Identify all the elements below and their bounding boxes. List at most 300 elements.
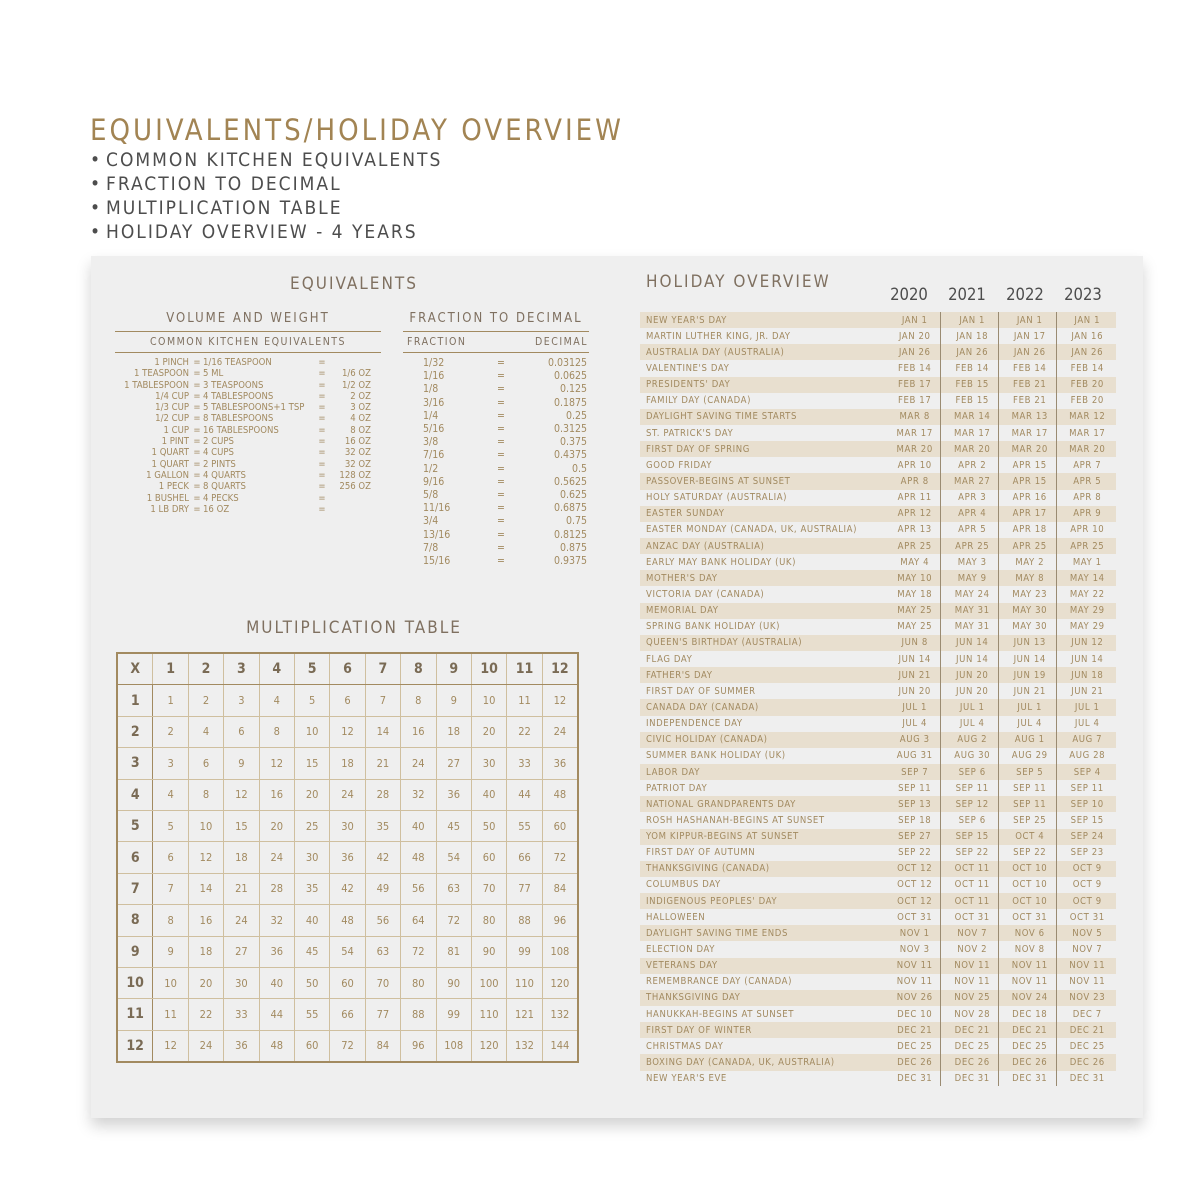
- holiday-date: JUN 14: [898, 653, 931, 665]
- holiday-row: [640, 764, 1116, 780]
- product-cell: 9: [224, 748, 259, 779]
- equivalent-cell: 5 TABLESPOONS+1 TSP: [203, 402, 305, 414]
- holiday-date: JAN 26: [956, 346, 989, 358]
- holiday-date: DEC 21: [1012, 1024, 1048, 1036]
- product-cell: 6: [330, 685, 365, 716]
- holiday-date: DEC 21: [897, 1024, 933, 1036]
- holiday-date: NOV 23: [1069, 992, 1106, 1004]
- fraction-cell: 3/16: [423, 396, 445, 409]
- product-cell: 12: [330, 716, 365, 747]
- product-cell: 108: [542, 936, 578, 967]
- holiday-date: NOV 11: [1011, 976, 1048, 988]
- holiday-date: JUN 12: [1071, 637, 1104, 649]
- equals-sign: =: [318, 368, 326, 380]
- product-cell: 16: [188, 905, 223, 936]
- holiday-date: FEB 20: [1070, 395, 1104, 407]
- product-cell: 54: [436, 842, 471, 873]
- holiday-date: DEC 21: [954, 1024, 990, 1036]
- holiday-date: APR 3: [958, 492, 987, 504]
- product-cell: 6: [224, 716, 259, 747]
- fraction-cell: 1/4: [423, 409, 439, 422]
- holiday-date: APR 13: [897, 524, 932, 536]
- table-row: [117, 842, 578, 873]
- holiday-date: APR 8: [900, 475, 929, 487]
- table-row: [117, 748, 578, 779]
- year-headers: [880, 285, 1116, 304]
- holiday-date: APR 5: [1073, 475, 1102, 487]
- holiday-date: JUL 4: [959, 718, 985, 730]
- holiday-row: [640, 360, 1116, 376]
- product-cell: 63: [365, 936, 400, 967]
- ounces-cell: [327, 504, 371, 515]
- holiday-date: MAY 29: [1069, 605, 1105, 617]
- holiday-date: DEC 26: [954, 1057, 990, 1069]
- holiday-row: [640, 974, 1116, 990]
- fraction-table: [423, 357, 587, 568]
- product-cell: 24: [330, 779, 365, 810]
- equals-sign: =: [318, 436, 326, 448]
- equivalent-cell: 16 OZ: [203, 503, 230, 515]
- holiday-row: [640, 748, 1116, 764]
- holiday-date: OCT 9: [1072, 863, 1102, 875]
- decimal-cell: 0.1875: [553, 396, 587, 409]
- holiday-row: [640, 1006, 1116, 1022]
- unit-cell: 1/4 CUP: [155, 390, 189, 402]
- holiday-date: FEB 14: [1013, 362, 1047, 374]
- row-header: 11: [117, 999, 153, 1030]
- column-header: 6: [330, 653, 365, 685]
- decimal-cell: 0.625: [559, 489, 587, 502]
- holiday-date: APR 8: [1073, 492, 1102, 504]
- product-cell: 18: [436, 716, 471, 747]
- holiday-row: [640, 441, 1116, 457]
- holiday-name: THANKSGIVING DAY: [646, 992, 741, 1004]
- product-cell: 8: [259, 716, 294, 747]
- equivalent-cell: 2 CUPS: [203, 436, 234, 448]
- product-cell: 48: [401, 842, 436, 873]
- holiday-row: [640, 845, 1116, 861]
- holiday-date: SEP 11: [1070, 782, 1104, 794]
- equivalent-cell: 16 TABLESPOONS: [203, 424, 279, 436]
- holiday-date: FEB 15: [955, 379, 989, 391]
- product-cell: 4: [188, 716, 223, 747]
- holiday-date: DEC 31: [1012, 1073, 1048, 1085]
- table-row: [117, 425, 371, 436]
- product-cell: 9: [436, 685, 471, 716]
- table-row: [423, 555, 587, 568]
- product-cell: 36: [224, 1030, 259, 1062]
- holiday-row: [640, 457, 1116, 473]
- equivalent-cell: 4 TABLESPOONS: [203, 390, 274, 402]
- holiday-date: OCT 12: [897, 863, 933, 875]
- holiday-title: HOLIDAY OVERVIEW: [646, 272, 831, 292]
- equals-sign: =: [318, 413, 326, 425]
- year-header: 2020: [890, 285, 928, 304]
- product-cell: 42: [330, 873, 365, 904]
- holiday-date: FEB 17: [898, 379, 932, 391]
- product-cell: 45: [436, 810, 471, 841]
- fraction-cell: 15/16: [423, 555, 451, 568]
- column-divider: [1056, 312, 1057, 1086]
- unit-cell: 1 PINCH: [154, 357, 189, 368]
- holiday-name: MEMORIAL DAY: [646, 605, 719, 617]
- table-row: [423, 410, 587, 423]
- holiday-name: FLAG DAY: [646, 653, 693, 665]
- product-cell: 28: [259, 873, 294, 904]
- product-cell: 18: [330, 748, 365, 779]
- holiday-date: MAY 25: [897, 605, 933, 617]
- table-row: [423, 489, 587, 502]
- holiday-row: [640, 538, 1116, 554]
- equals-sign: =: [193, 379, 201, 391]
- table-row: [117, 368, 371, 379]
- product-cell: 10: [294, 716, 329, 747]
- product-cell: 18: [224, 842, 259, 873]
- decimal-cell: 0.0625: [553, 370, 587, 383]
- holiday-date: OCT 31: [897, 911, 933, 923]
- product-cell: 24: [401, 748, 436, 779]
- equals-sign: =: [497, 383, 505, 396]
- equals-sign: =: [318, 357, 326, 368]
- table-row: [117, 402, 371, 413]
- product-cell: 30: [330, 810, 365, 841]
- holiday-date: OCT 10: [1012, 895, 1048, 907]
- holiday-date: JUN 21: [1071, 685, 1104, 697]
- holiday-date: DEC 31: [1069, 1073, 1105, 1085]
- product-cell: 8: [188, 779, 223, 810]
- product-cell: 18: [188, 936, 223, 967]
- holiday-name: FIRST DAY OF SUMMER: [646, 685, 756, 697]
- holiday-date: JUN 14: [956, 653, 989, 665]
- volume-weight-subtitle: COMMON KITCHEN EQUIVALENTS: [149, 336, 347, 348]
- product-cell: 96: [401, 1030, 436, 1062]
- holiday-date: DEC 26: [1012, 1057, 1048, 1069]
- product-cell: 20: [259, 810, 294, 841]
- product-cell: 90: [471, 936, 506, 967]
- holiday-name: ELECTION DAY: [646, 944, 716, 956]
- holiday-date: DEC 25: [954, 1040, 990, 1052]
- holiday-date: OCT 9: [1072, 879, 1102, 891]
- holiday-row: [640, 619, 1116, 635]
- multiplication-table: [116, 652, 579, 1063]
- holiday-date: APR 16: [1012, 492, 1047, 504]
- holiday-date: AUG 7: [1072, 734, 1103, 746]
- year-header: 2023: [1064, 285, 1102, 304]
- holiday-date: APR 2: [958, 459, 987, 471]
- holiday-date: JUN 13: [1013, 637, 1046, 649]
- page-header: [90, 112, 624, 244]
- holiday-date: JAN 17: [1013, 330, 1046, 342]
- product-cell: 72: [542, 842, 578, 873]
- holiday-name: LABOR DAY: [646, 766, 701, 778]
- holiday-date: AUG 3: [899, 734, 930, 746]
- product-cell: 132: [507, 1030, 542, 1062]
- holiday-row: [640, 635, 1116, 651]
- holiday-date: APR 15: [1012, 475, 1047, 487]
- holiday-date: DEC 21: [1069, 1024, 1105, 1036]
- volume-weight-rule: [115, 331, 381, 332]
- holiday-name: HALLOWEEN: [646, 911, 706, 923]
- product-cell: 120: [471, 1030, 506, 1062]
- fraction-cell: 7/8: [423, 541, 439, 554]
- product-cell: 36: [330, 842, 365, 873]
- product-cell: 44: [259, 999, 294, 1030]
- equals-sign: =: [318, 458, 326, 470]
- holiday-date: APR 11: [897, 492, 932, 504]
- holiday-date: DEC 31: [954, 1073, 990, 1085]
- equals-sign: =: [497, 541, 505, 554]
- holiday-date: SEP 11: [1013, 782, 1047, 794]
- table-row: [117, 716, 578, 747]
- holiday-date: OCT 11: [954, 863, 990, 875]
- holiday-date: MAY 8: [1015, 572, 1045, 584]
- holiday-date: JAN 1: [901, 314, 928, 326]
- product-cell: 110: [507, 967, 542, 998]
- holiday-date: SEP 22: [898, 847, 932, 859]
- holiday-date: DEC 25: [1012, 1040, 1048, 1052]
- equals-sign: =: [193, 447, 201, 459]
- unit-cell: 1 QUART: [151, 458, 189, 470]
- holiday-date: MAR 17: [896, 427, 933, 439]
- holiday-name: INDIGENOUS PEOPLES' DAY: [646, 895, 778, 907]
- product-cell: 16: [259, 779, 294, 810]
- holiday-date: FEB 21: [1013, 379, 1047, 391]
- unit-cell: 1 CUP: [163, 424, 189, 436]
- holiday-date: DEC 26: [897, 1057, 933, 1069]
- holiday-row: [640, 732, 1116, 748]
- holiday-date: APR 10: [1070, 524, 1105, 536]
- ounces-cell: 8 OZ: [350, 424, 371, 436]
- holiday-date: AUG 2: [957, 734, 988, 746]
- holiday-name: VETERANS DAY: [646, 960, 718, 972]
- fraction-cell: 3/8: [423, 436, 439, 449]
- holiday-date: MAY 23: [1012, 588, 1048, 600]
- equals-sign: =: [318, 492, 326, 504]
- equals-sign: =: [318, 424, 326, 436]
- fraction-title: FRACTION TO DECIMAL: [409, 311, 583, 326]
- product-cell: 55: [294, 999, 329, 1030]
- ounces-cell: [327, 357, 371, 368]
- product-cell: 28: [365, 779, 400, 810]
- holiday-date: DEC 26: [1069, 1057, 1105, 1069]
- corner-cell: X: [117, 653, 153, 685]
- equals-sign: =: [318, 379, 326, 391]
- holiday-date: MAY 25: [897, 621, 933, 633]
- holiday-date: FEB 14: [1070, 362, 1104, 374]
- decimal-cell: 0.6875: [553, 502, 587, 515]
- unit-cell: 1 LB DRY: [150, 503, 189, 515]
- holiday-name: EASTER SUNDAY: [646, 508, 725, 520]
- holiday-name: DAYLIGHT SAVING TIME ENDS: [646, 927, 788, 939]
- column-header: 11: [507, 653, 542, 685]
- decimal-cell: 0.375: [559, 436, 587, 449]
- equals-sign: =: [318, 402, 326, 414]
- fraction-cell: 11/16: [423, 502, 451, 515]
- product-cell: 8: [401, 685, 436, 716]
- product-cell: 44: [507, 779, 542, 810]
- fraction-cell: 1/2: [423, 462, 439, 475]
- holiday-row: [640, 312, 1116, 328]
- equals-sign: =: [497, 396, 505, 409]
- holiday-date: APR 7: [1073, 459, 1102, 471]
- holiday-date: NOV 7: [957, 927, 988, 939]
- product-cell: 8: [153, 905, 188, 936]
- holiday-date: SEP 4: [1073, 766, 1101, 778]
- equals-sign: =: [497, 515, 505, 528]
- holiday-date: SEP 15: [955, 831, 989, 843]
- product-cell: 55: [507, 810, 542, 841]
- unit-cell: 1 PINT: [161, 436, 189, 448]
- equals-sign: =: [497, 423, 505, 436]
- product-cell: 11: [153, 999, 188, 1030]
- product-cell: 64: [401, 905, 436, 936]
- holiday-date: SEP 6: [958, 814, 986, 826]
- holiday-date: FEB 20: [1070, 379, 1104, 391]
- decimal-cell: 0.75: [565, 515, 587, 528]
- holiday-date: DEC 25: [897, 1040, 933, 1052]
- product-cell: 70: [471, 873, 506, 904]
- holiday-date: JUN 20: [898, 685, 931, 697]
- holiday-date: OCT 12: [897, 879, 933, 891]
- holiday-date: APR 25: [955, 540, 990, 552]
- holiday-date: MAY 4: [900, 556, 930, 568]
- product-cell: 14: [188, 873, 223, 904]
- product-cell: 22: [188, 999, 223, 1030]
- holiday-row: [640, 377, 1116, 393]
- holiday-date: OCT 10: [1012, 879, 1048, 891]
- row-header: 5: [117, 810, 153, 841]
- holiday-date: JUN 19: [1013, 669, 1046, 681]
- ounces-cell: 1/6 OZ: [341, 368, 371, 380]
- holiday-name: GOOD FRIDAY: [646, 459, 713, 471]
- product-cell: 15: [294, 748, 329, 779]
- holiday-row: [640, 990, 1116, 1006]
- holiday-row: [640, 829, 1116, 845]
- equals-sign: =: [497, 370, 505, 383]
- holiday-name: HANUKKAH-BEGINS AT SUNSET: [646, 1008, 795, 1020]
- row-header: 7: [117, 873, 153, 904]
- table-row: [423, 476, 587, 489]
- holiday-date: OCT 12: [897, 895, 933, 907]
- holiday-date: JUN 14: [956, 637, 989, 649]
- table-row: [423, 542, 587, 555]
- multiplication-title: MULTIPLICATION TABLE: [246, 618, 462, 638]
- product-cell: 99: [507, 936, 542, 967]
- unit-cell: 1 TABLESPOON: [124, 379, 189, 391]
- decimal-cell: 0.3125: [553, 423, 587, 436]
- subtitle-rule: [115, 352, 381, 353]
- product-cell: 60: [471, 842, 506, 873]
- product-cell: 3: [224, 685, 259, 716]
- holiday-date: JUL 1: [1074, 701, 1100, 713]
- product-cell: 108: [436, 1030, 471, 1062]
- product-cell: 10: [188, 810, 223, 841]
- product-cell: 22: [507, 716, 542, 747]
- holiday-date: MAR 14: [954, 411, 991, 423]
- product-cell: 88: [401, 999, 436, 1030]
- fraction-subrule: [403, 352, 589, 353]
- column-header: 1: [153, 653, 188, 685]
- product-cell: 33: [224, 999, 259, 1030]
- product-cell: 25: [294, 810, 329, 841]
- row-header: 3: [117, 748, 153, 779]
- holiday-date: NOV 3: [899, 944, 930, 956]
- holiday-date: OCT 11: [954, 879, 990, 891]
- product-cell: 12: [259, 748, 294, 779]
- table-row: [117, 493, 371, 504]
- holiday-date: APR 18: [1012, 524, 1047, 536]
- holiday-row: [640, 409, 1116, 425]
- product-cell: 12: [188, 842, 223, 873]
- holiday-date: SEP 11: [955, 782, 989, 794]
- fraction-cell: 1/8: [423, 383, 439, 396]
- product-cell: 1: [153, 685, 188, 716]
- product-cell: 60: [542, 810, 578, 841]
- ounces-cell: 256 OZ: [339, 481, 371, 493]
- holiday-name: FIRST DAY OF AUTUMN: [646, 847, 756, 859]
- unit-cell: 1 TEASPOON: [133, 368, 189, 380]
- holiday-date: NOV 8: [1014, 944, 1045, 956]
- holiday-date: NOV 11: [1069, 960, 1106, 972]
- product-cell: 100: [471, 967, 506, 998]
- holiday-date: NOV 25: [954, 992, 991, 1004]
- product-cell: 77: [365, 999, 400, 1030]
- column-header: 7: [365, 653, 400, 685]
- product-cell: 11: [507, 685, 542, 716]
- holiday-date: JUN 21: [898, 669, 931, 681]
- holiday-date: NOV 11: [896, 960, 933, 972]
- product-cell: 21: [365, 748, 400, 779]
- product-cell: 20: [294, 779, 329, 810]
- decimal-cell: 0.125: [559, 383, 587, 396]
- column-header: 5: [294, 653, 329, 685]
- product-cell: 40: [259, 967, 294, 998]
- product-cell: 21: [224, 873, 259, 904]
- product-cell: 16: [401, 716, 436, 747]
- holiday-date: MAY 24: [954, 588, 990, 600]
- holiday-date: MAY 30: [1012, 605, 1048, 617]
- holiday-row: [640, 570, 1116, 586]
- product-cell: 40: [294, 905, 329, 936]
- holiday-date: JUL 1: [959, 701, 985, 713]
- table-row: [117, 905, 578, 936]
- holiday-date: APR 17: [1012, 508, 1047, 520]
- equals-sign: =: [318, 447, 326, 459]
- product-cell: 7: [365, 685, 400, 716]
- holiday-date: AUG 30: [954, 750, 991, 762]
- feature-item: • MULTIPLICATION TABLE: [90, 196, 624, 220]
- holiday-row: [640, 812, 1116, 828]
- table-row: [117, 357, 371, 368]
- holiday-row: [640, 1022, 1116, 1038]
- table-row: [117, 481, 371, 492]
- holiday-date: JUL 1: [902, 701, 928, 713]
- product-cell: 5: [294, 685, 329, 716]
- holiday-date: NOV 5: [1072, 927, 1103, 939]
- decimal-cell: 0.25: [565, 409, 587, 422]
- column-header: 3: [224, 653, 259, 685]
- product-cell: 110: [471, 999, 506, 1030]
- holiday-date: AUG 29: [1011, 750, 1048, 762]
- equals-sign: =: [497, 475, 505, 488]
- product-cell: 48: [542, 779, 578, 810]
- holiday-date: MAY 2: [1015, 556, 1045, 568]
- product-cell: 48: [330, 905, 365, 936]
- product-cell: 88: [507, 905, 542, 936]
- unit-cell: 1/3 CUP: [155, 402, 189, 414]
- product-cell: 80: [401, 967, 436, 998]
- holiday-date: MAY 14: [1069, 572, 1105, 584]
